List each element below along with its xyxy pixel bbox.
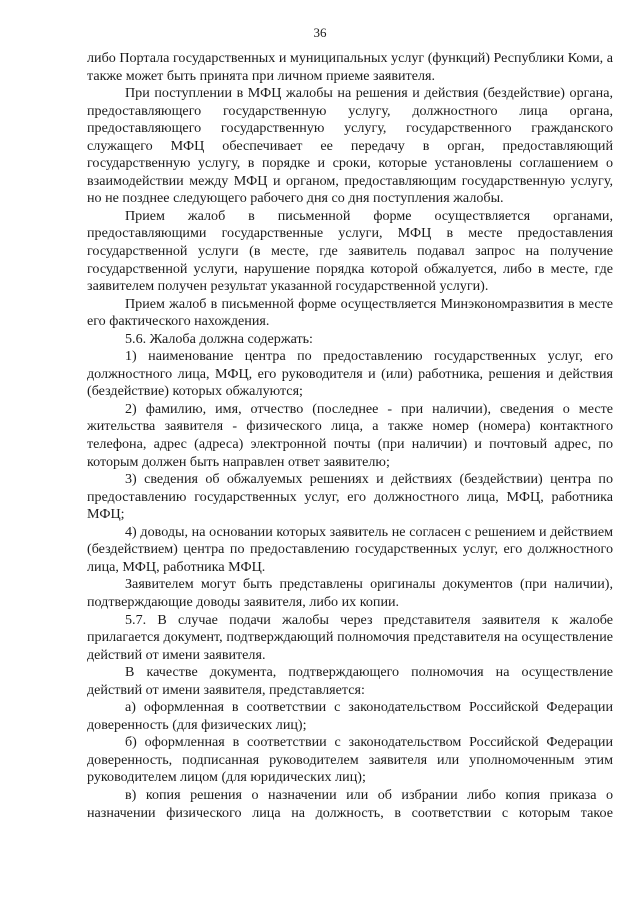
paragraph: В качестве документа, подтверждающего полномочия на осуществление действий от имени заявителя, представляется: — [87, 664, 613, 698]
list-item: 2) фамилию, имя, отчество (последнее - при наличии), сведения о месте жительства заявителя - физического лица, а также номер (номера) контактного телефона, адрес (адреса) электронной почты (при наличии) и почтовый адрес, по которым должен быть направлен ответ заявителю; — [87, 400, 613, 470]
document-body — [87, 50, 613, 822]
paragraph: При поступлении в МФЦ жалобы на решения и действия (бездействие) органа, предоставляющего государственную услугу, должностного лица органа, предоставляющего государственную услугу, государственного гражданского служащего МФЦ обеспечивает ее передачу в орган, предоставляющий государственную услугу, в порядке и сроки, которые установлены соглашением о взаимодействии между МФЦ и органом, предоставляющим государственную услугу, но не позднее следующего рабочего дня со дня поступления жалобы. — [87, 85, 613, 207]
paragraph: Прием жалоб в письменной форме осуществляется органами, предоставляющими государственные услуги, МФЦ в месте предоставления государственной услуги (в месте, где заявитель подавал запрос на получение государственной услуги, нарушение порядка которой обжалуется, либо в месте, где заявителем получен результат указанной государственной услуги). — [87, 207, 613, 295]
paragraph: 5.7. В случае подачи жалобы через представителя заявителя к жалобе прилагается документ, подтверждающий полномочия представителя на осуществление действий от имени заявителя. — [87, 611, 613, 663]
page-number: 36 — [313, 25, 327, 40]
paragraph: Заявителем могут быть представлены оригиналы документов (при наличии), подтверждающие доводы заявителя, либо их копии. — [87, 576, 613, 610]
section-heading: 5.6. Жалоба должна содержать: — [125, 330, 313, 347]
list-item: в) копия решения о назначении или об избрании либо копия приказа о назначении физического лица на должность, в соответствии с которым такое — [87, 786, 613, 821]
list-item: 3) сведения об обжалуемых решениях и действиях (бездействии) центра по предоставлению государственных услуг, его должностного лица, МФЦ, работника МФЦ; — [87, 471, 613, 523]
paragraph: либо Портала государственных и муниципальных услуг (функций) Республики Коми, а также может быть принята при личном приеме заявителя. — [87, 50, 613, 84]
list-item: а) оформленная в соответствии с законодательством Российской Федерации доверенность (для физических лиц); — [87, 699, 613, 733]
list-item: б) оформленная в соответствии с законодательством Российской Федерации доверенность, подписанная руководителем заявителя или уполномоченным этим руководителем лицом (для юридических лиц); — [87, 734, 613, 786]
paragraph: Прием жалоб в письменной форме осуществляется Минэкономразвития в месте его фактического нахождения. — [87, 295, 613, 330]
list-item: 4) доводы, на основании которых заявитель не согласен с решением и действием (бездействием) центра по предоставлению государственных услуг, его должностного лица, МФЦ, работника МФЦ. — [87, 523, 613, 575]
list-item: 1) наименование центра по предоставлению государственных услуг, его должностного лица, МФЦ, его руководителя и (или) работника, решения и действия (бездействие) которых обжалуются; — [87, 348, 613, 400]
